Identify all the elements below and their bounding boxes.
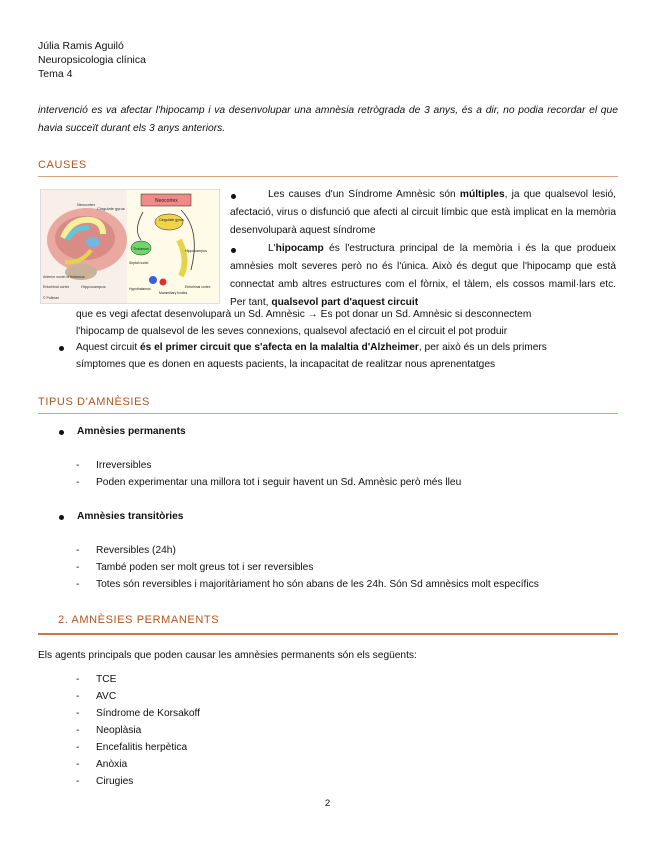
list-item: - Poden experimentar una millora tot i seguir havent un Sd. Amnèsic però més lleu — [76, 474, 616, 491]
fig-label: Neocortex — [77, 202, 96, 207]
causes-bullet-3-cont: símptomes que es donen en aquests pacients, la incapacitat de realitzar nous aprenentatges — [76, 359, 496, 370]
list-item: - Totes són reversibles i majoritàriament ho són abans de les 24h. Són Sd amnèsics molt específics — [76, 576, 616, 593]
permanent-agents-list — [76, 671, 476, 790]
list-item: - Encefalitis herpètica — [76, 739, 476, 756]
list-item: - Irreversibles — [76, 457, 616, 474]
section-rule — [38, 633, 618, 635]
fig-label: Septal nuclei — [129, 261, 149, 265]
bullet-dot — [59, 430, 64, 435]
course-name: Neuropsicologia clínica — [38, 54, 146, 66]
section-heading-causes: CAUSES — [38, 159, 87, 171]
section-heading-tipus: TIPUS D'AMNÈSIES — [38, 396, 150, 408]
causes-bullet-1: Les causes d'un Síndrome Amnèsic són múltiples, ja que qualsevol lesió, afectació, virus o disfunció que afecti al circuit límbic que està implicat en la memòria desenvoluparà aquest síndrome — [230, 189, 616, 236]
fig-label: Hypothalamus — [129, 287, 151, 291]
page-number: 2 — [324, 798, 331, 809]
bullet-dot — [59, 346, 64, 351]
fig-label: Entorhinal cortex — [43, 285, 70, 289]
fig-label: Mammillary bodies — [159, 291, 188, 295]
section-heading-permanents: 2. AMNÈSIES PERMANENTS — [58, 614, 220, 626]
fig-label: Cingulate gyrus — [159, 218, 184, 222]
permanents-lead: Els agents principals que poden causar les amnèsies permanents són els següents: — [38, 650, 417, 661]
fig-credit: © Pullman — [43, 296, 60, 300]
fig-label: Hippocampus — [81, 284, 106, 289]
amnesia-type-title: Amnèsies permanents — [77, 426, 186, 437]
author-name: Júlia Ramis Aguiló — [38, 40, 124, 52]
section-rule — [38, 413, 618, 414]
intro-paragraph: intervenció es va afectar l'hipocamp i va desenvolupar una amnèsia retrògrada de 3 anys, és a dir, no podia recordar el que havia succeït durant els 3 anys anteriors. — [38, 105, 618, 134]
list-item: - AVC — [76, 688, 476, 705]
causes-bullet-3: Aquest circuit és el primer circuit que s'afecta en la malaltia d'Alzheimer, per això és un dels primers — [76, 342, 547, 353]
document-header — [38, 39, 146, 81]
list-item: - TCE — [76, 671, 476, 688]
list-item: - Reversibles (24h) — [76, 542, 616, 559]
causes-bullet-2: L'hipocamp és l'estructura principal de la memòria i és la que produeix amnèsies molt severes però no és l'única. Això és degut que l'hipocamp que està connectat amb altres estructures com el fòrnix, el tàlem, els cossos mamil·lars etc. Per tant, qualsevol part d'aquest circuit — [230, 243, 616, 308]
fig-label: Cingulate gyrus — [97, 206, 125, 211]
amnesia-permanent-list — [76, 457, 616, 491]
fig-label: Hippocampus — [185, 249, 207, 253]
list-item: - També poden ser molt greus tot i ser reversibles — [76, 559, 616, 576]
causes-bullet-2-cont-b: l'hipocamp de qualsevol de les seves connexions, qualsevol afectació en el circuit el pot produir — [76, 326, 508, 337]
fig-label: Neocortex — [155, 198, 178, 204]
list-item: - Cirugies — [76, 773, 476, 790]
list-item: - Síndrome de Korsakoff — [76, 705, 476, 722]
list-item: - Neoplàsia — [76, 722, 476, 739]
amnesia-type-title: Amnèsies transitòries — [77, 511, 184, 522]
list-item: - Anòxia — [76, 756, 476, 773]
amnesia-transient-list — [76, 542, 616, 593]
causes-bullet-2-cont-a: que es vegi afectat desenvoluparà un Sd. Amnèsic → Es pot donar un Sd. Amnèsic si desconnectem — [76, 309, 532, 320]
section-rule — [38, 176, 618, 177]
limbic-figure-svg — [41, 190, 219, 303]
bullet-dot — [59, 515, 64, 520]
fig-label: Entorhinal cortex — [185, 285, 211, 289]
fig-label: Anterior nuclei of thalamus — [43, 275, 85, 279]
fig-label: Thalamus — [133, 247, 149, 251]
limbic-system-figure — [40, 189, 220, 304]
topic-label: Tema 4 — [38, 68, 73, 80]
